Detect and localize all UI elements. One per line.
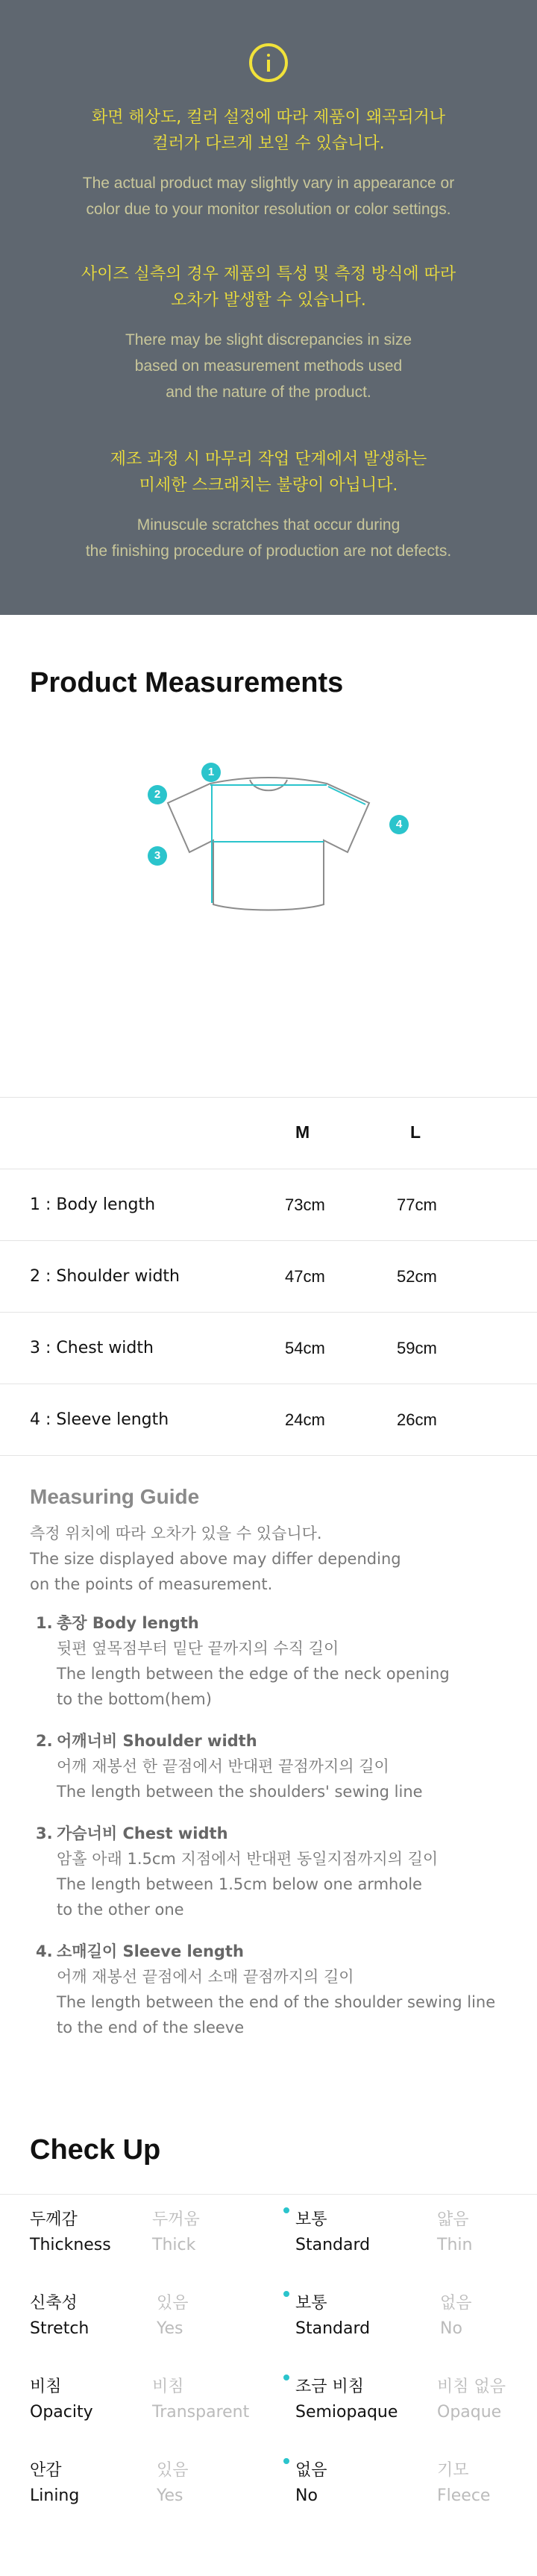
marker-body-length: 1	[201, 763, 221, 782]
checkup-option: 있음 Yes	[157, 2461, 189, 2505]
size-row-label: 3 : Chest width	[30, 1339, 154, 1357]
size-value-l: 59cm	[397, 1339, 437, 1357]
notice-en: The actual product may slightly vary in appearance or color due to your monitor resolution or color settings.	[82, 175, 455, 218]
guide-item-title: 가슴너비 Chest width	[57, 1825, 228, 1842]
checkup-attribute: 두께감 Thickness	[30, 2210, 111, 2254]
notice-block	[30, 446, 507, 564]
checkup-divider	[0, 2194, 537, 2195]
selected-dot-icon	[283, 2291, 289, 2297]
checkup-row	[0, 2279, 537, 2363]
marker-sleeve-length: 4	[389, 815, 409, 834]
guide-item-number: 3.	[36, 1825, 53, 1842]
checkup-option: 없음 No	[440, 2294, 472, 2338]
checkup-attribute: 비침 Opacity	[30, 2378, 93, 2422]
checkup-row	[0, 2195, 537, 2279]
checkup-row	[0, 2446, 537, 2530]
checkup-option: 비침 없음 Opaque	[437, 2378, 506, 2422]
guide-item-head	[36, 1610, 513, 1636]
selected-dot-icon	[283, 2375, 289, 2380]
notice-block	[30, 104, 507, 222]
guide-item	[36, 1728, 513, 1804]
measurements-title: Product Measurements	[30, 667, 344, 698]
guide-item-body: 어깨 재봉선 끝점에서 소매 끝점까지의 길이 The length between the end of the shoulder sewing line to the end of the sleeve	[57, 1968, 496, 2036]
guide-item	[36, 1939, 513, 2040]
marker-chest-width: 3	[148, 846, 167, 866]
checkup-title: Check Up	[30, 2134, 161, 2166]
guide-item-title: 총장 Body length	[57, 1614, 199, 1632]
size-row-label: 2 : Shoulder width	[30, 1267, 180, 1286]
table-divider	[0, 1455, 537, 1456]
notice-ko: 사이즈 실측의 경우 제품의 특성 및 측정 방식에 따라 오차가 발생할 수 있습니다.	[81, 265, 456, 310]
notice-panel	[0, 0, 537, 615]
guide-item-body: 암홀 아래 1.5cm 지점에서 반대편 동일지점까지의 길이 The length between 1.5cm below one armhole to the other one	[57, 1850, 439, 1919]
notice-ko: 화면 해상도, 컬러 설정에 따라 제품이 왜곡되거나 컬러가 다르게 보일 수 있습니다.	[92, 108, 445, 153]
size-row-label: 1 : Body length	[30, 1195, 156, 1214]
guide-item-head	[36, 1728, 513, 1754]
checkup-option: 비침 Transparent	[152, 2378, 250, 2422]
guide-item-number: 4.	[36, 1942, 53, 1960]
table-divider	[0, 1240, 537, 1241]
measuring-guide-intro: 측정 위치에 따라 오차가 있을 수 있습니다. The size displayed above may differ depending on the points of measurement.	[30, 1525, 401, 1593]
size-value-l: 77cm	[397, 1195, 437, 1214]
guide-item	[36, 1821, 513, 1922]
guide-item-head	[36, 1821, 513, 1846]
measuring-guide-title: Measuring Guide	[30, 1485, 200, 1508]
size-value-l: 26cm	[397, 1410, 437, 1429]
notice-block	[30, 261, 507, 405]
selected-dot-icon	[283, 2458, 289, 2464]
checkup-option-selected: 없음 No	[295, 2461, 327, 2505]
size-header-m: M	[295, 1122, 310, 1142]
size-value-l: 52cm	[397, 1267, 437, 1286]
guide-item-body: 어깨 재봉선 한 끝점에서 반대편 끝점까지의 길이 The length between the shoulders' sewing line	[57, 1757, 423, 1801]
guide-item-title: 소매길이 Sleeve length	[57, 1942, 244, 1960]
size-row-label: 4 : Sleeve length	[30, 1410, 169, 1429]
table-divider	[0, 1097, 537, 1098]
checkup-attribute: 안감 Lining	[30, 2461, 80, 2505]
checkup-row	[0, 2363, 537, 2446]
size-value-m: 47cm	[285, 1267, 325, 1286]
checkup-option-selected: 조금 비침 Semiopaque	[295, 2378, 398, 2422]
guide-item	[36, 1610, 513, 1712]
guide-item-number: 1.	[36, 1614, 53, 1632]
tshirt-outline-icon	[119, 754, 418, 925]
selected-dot-icon	[283, 2207, 289, 2213]
size-value-m: 73cm	[285, 1195, 325, 1214]
checkup-option: 얇음 Thin	[437, 2210, 473, 2254]
guide-item-title: 어깨너비 Shoulder width	[57, 1732, 257, 1750]
guide-item-number: 2.	[36, 1732, 53, 1750]
measurements-section	[0, 615, 537, 2067]
checkup-option: 두꺼움 Thick	[152, 2210, 200, 2254]
notice-en: Minuscule scratches that occur during the finishing procedure of production are not defects.	[85, 516, 452, 560]
checkup-section	[0, 2067, 537, 2576]
guide-item-body: 뒷편 옆목점부터 밑단 끝까지의 수직 길이 The length between the edge of the neck opening to the bottom(hem)	[57, 1639, 450, 1708]
checkup-option: 있음 Yes	[157, 2294, 189, 2338]
checkup-option-selected: 보통 Standard	[295, 2294, 371, 2338]
size-value-m: 24cm	[285, 1410, 325, 1429]
guide-item-head	[36, 1939, 513, 1964]
size-value-m: 54cm	[285, 1339, 325, 1357]
marker-shoulder-width: 2	[148, 785, 167, 804]
checkup-attribute: 신축성 Stretch	[30, 2294, 90, 2338]
size-header-l: L	[410, 1122, 421, 1142]
tshirt-diagram	[119, 754, 418, 925]
checkup-option: 기모 Fleece	[437, 2461, 491, 2505]
notice-ko: 제조 과정 시 마무리 작업 단계에서 발생하는 미세한 스크래치는 불량이 아닙니다.	[110, 450, 427, 495]
info-icon	[249, 43, 288, 82]
notice-en: There may be slight discrepancies in size based on measurement methods used and the nature of the product.	[125, 331, 412, 401]
table-divider	[0, 1312, 537, 1313]
checkup-option-selected: 보통 Standard	[295, 2210, 371, 2254]
